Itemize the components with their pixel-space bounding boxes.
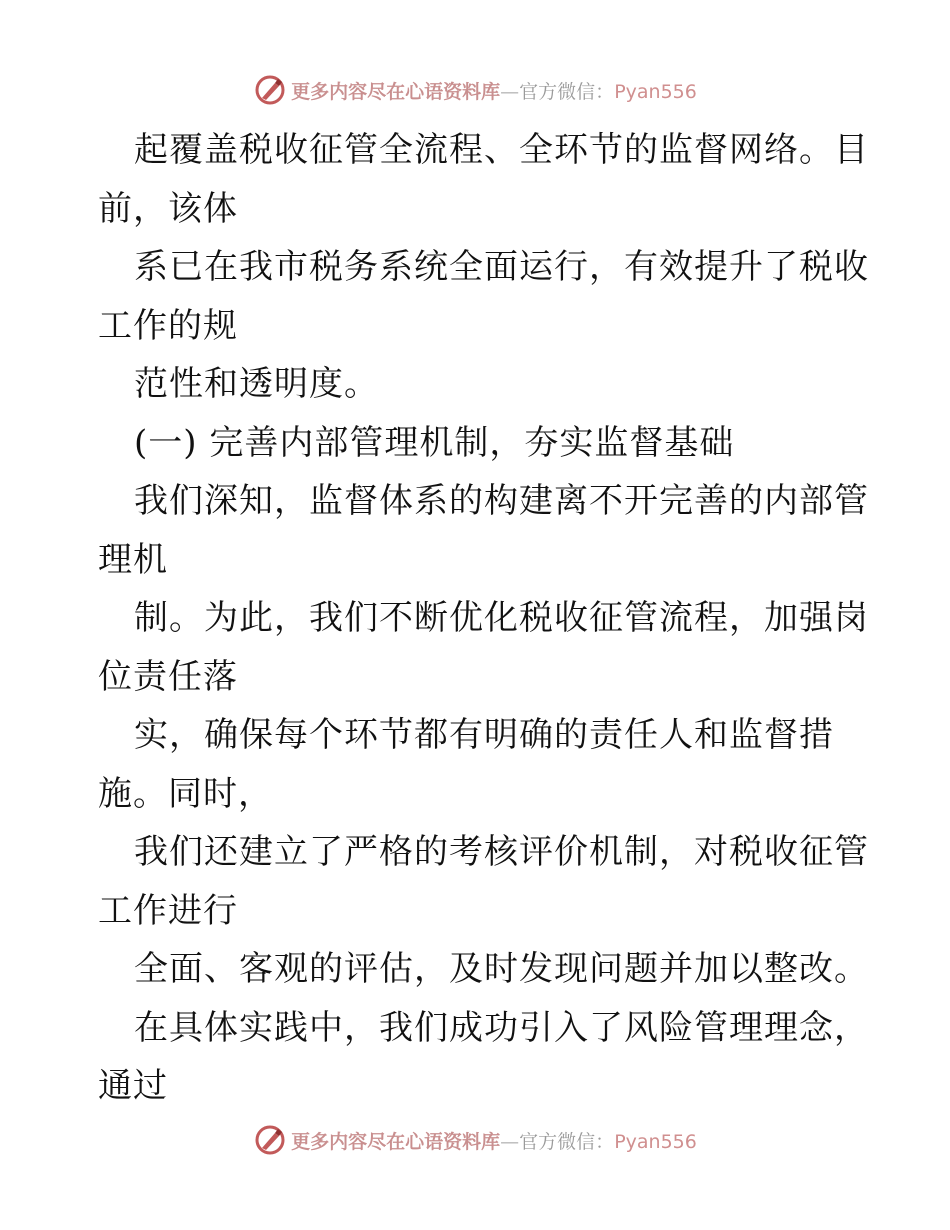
text-line: 施。同时， <box>98 773 273 814</box>
watermark-footer <box>0 1120 950 1160</box>
text-line: 我们深知，监督体系的构建离不开完善的内部管 <box>134 481 869 521</box>
watermark-header <box>0 70 950 110</box>
watermark-wechat-id: Pyan556 <box>614 80 697 103</box>
text-line: 范性和透明度。 <box>134 364 379 404</box>
text-line: 工作进行 <box>98 890 238 931</box>
section-heading: (一) 完善内部管理机制，夯实监督基础 <box>134 422 735 463</box>
pen-logo-icon <box>253 73 287 107</box>
watermark-wechat-id: Pyan556 <box>614 1130 697 1153</box>
text-line: 前，该体 <box>98 188 238 229</box>
text-line: 工作的规 <box>98 305 238 346</box>
watermark-separator: — <box>500 80 520 103</box>
text-line: 系已在我市税务系统全面运行，有效提升了税收 <box>134 247 869 287</box>
text-line: 全面、客观的评估，及时发现问题并加以整改。 <box>134 949 869 989</box>
watermark-text <box>291 1127 697 1154</box>
text-line: 制。为此，我们不断优化税收征管流程，加强岗 <box>134 598 869 638</box>
watermark-official-label: 官方微信： <box>519 1130 615 1153</box>
watermark-text <box>291 77 697 104</box>
watermark-brand: 更多内容尽在心语资料库 <box>291 80 501 103</box>
document-body <box>98 121 869 1116</box>
text-line: 起覆盖税收征管全流程、全环节的监督网络。目 <box>134 130 869 170</box>
text-line: 在具体实践中，我们成功引入了风险管理理念， <box>134 1007 869 1048</box>
text-line: 我们还建立了严格的考核评价机制，对税收征管 <box>134 832 869 872</box>
text-line: 位责任落 <box>98 656 238 697</box>
text-line: 理机 <box>98 539 168 580</box>
watermark-official-label: 官方微信： <box>519 80 615 103</box>
text-line: 实，确保每个环节都有明确的责任人和监督措 <box>134 715 834 755</box>
watermark-brand: 更多内容尽在心语资料库 <box>291 1130 501 1153</box>
text-line: 通过 <box>98 1066 168 1106</box>
watermark-separator: — <box>500 1130 520 1153</box>
pen-logo-icon <box>253 1123 287 1157</box>
